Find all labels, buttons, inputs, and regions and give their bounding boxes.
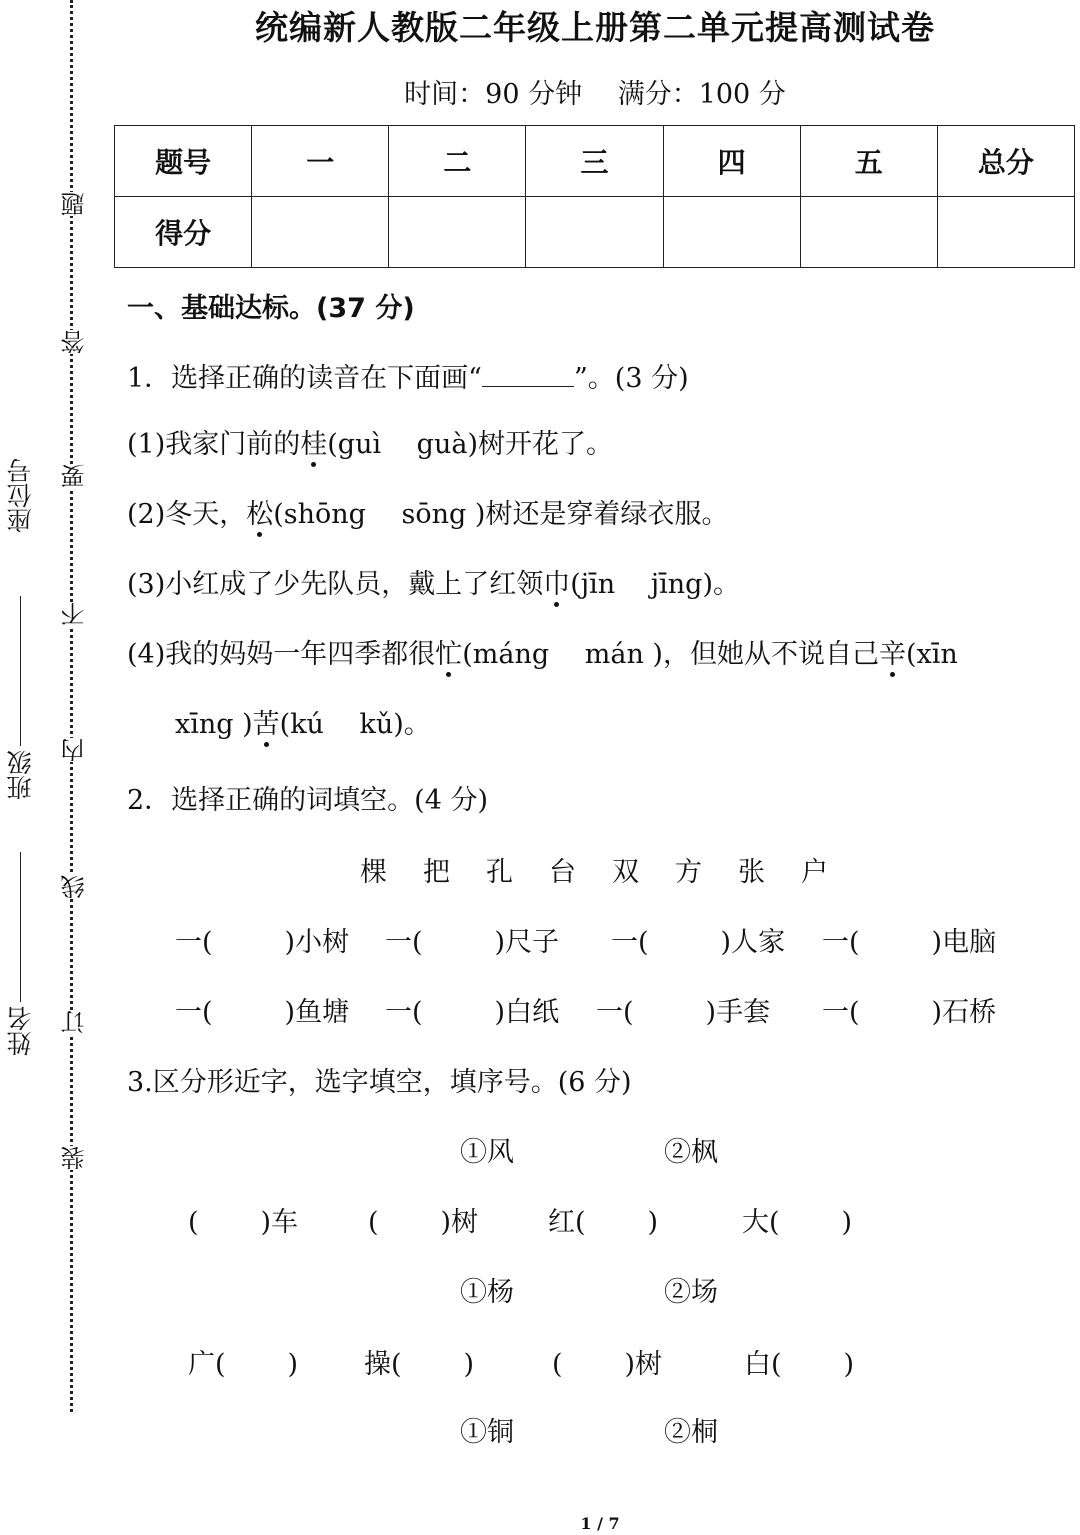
fill-blank-item[interactable]: ( )树 bbox=[552, 1349, 663, 1380]
item-text: (3)小红成了少先队员，戴上了红领 bbox=[127, 569, 544, 600]
word-option: 方 bbox=[675, 857, 702, 888]
class-field bbox=[6, 596, 36, 800]
seal-word: 装 bbox=[61, 1146, 89, 1170]
fill-blank-item[interactable]: 一( )电脑 bbox=[822, 927, 997, 958]
section-title: 一、基础达标。(37 分) bbox=[127, 293, 415, 324]
score-cell[interactable] bbox=[389, 197, 526, 268]
fill-blank-item[interactable]: 一( )鱼塘 bbox=[175, 997, 350, 1028]
pinyin-choices[interactable]: (shōng sōng )树还是穿着绿衣服。 bbox=[273, 499, 729, 530]
score-row-label: 得分 bbox=[115, 197, 252, 268]
pinyin-choices[interactable]: (kú kǔ)。 bbox=[279, 709, 431, 740]
fill-blank-item[interactable]: 白( ) bbox=[744, 1349, 855, 1380]
seal-word: 答 bbox=[61, 330, 89, 354]
score-header-cell: 二 bbox=[389, 126, 526, 197]
word-option: 户 bbox=[801, 857, 828, 888]
fill-blank-item[interactable]: 一( )手套 bbox=[596, 997, 771, 1028]
word-option: 双 bbox=[612, 857, 639, 888]
score-cell[interactable] bbox=[800, 197, 937, 268]
dotted-character: 忙 bbox=[435, 632, 462, 671]
page-title: 统编新人教版二年级上册第二单元提高测试卷 bbox=[255, 8, 935, 47]
score-header-cell: 四 bbox=[663, 126, 800, 197]
fill-blank-item[interactable]: 红( ) bbox=[548, 1207, 659, 1238]
word-option: 台 bbox=[549, 857, 576, 888]
question-3-prompt: 3.区分形近字，选字填空，填序号。(6 分) bbox=[127, 1067, 632, 1098]
seal-word: 内 bbox=[61, 738, 89, 762]
score-cell[interactable] bbox=[252, 197, 389, 268]
page-number: 1 / 7 bbox=[580, 1514, 620, 1533]
class-label: 班级 bbox=[6, 750, 35, 800]
fill-blank-item[interactable]: 一( )白纸 bbox=[385, 997, 560, 1028]
char-option: ②枫 bbox=[664, 1137, 718, 1168]
question-1-item bbox=[127, 492, 728, 531]
name-field bbox=[6, 852, 36, 1056]
question-1-item bbox=[127, 632, 958, 671]
dotted-character: 巾 bbox=[543, 562, 570, 601]
seal-word: 要 bbox=[61, 464, 89, 488]
char-option: ②场 bbox=[664, 1277, 718, 1308]
item-text: (4)我的妈妈一年四季都很 bbox=[127, 639, 436, 670]
char-option: ①铜 bbox=[460, 1417, 514, 1448]
question-1-item bbox=[127, 562, 740, 601]
word-option: 棵 bbox=[360, 857, 387, 888]
word-option: 张 bbox=[738, 857, 765, 888]
question-2-prompt: 2．选择正确的词填空。(4 分) bbox=[127, 785, 489, 816]
pinyin-choices[interactable]: (xīn bbox=[905, 639, 958, 670]
char-option: ①风 bbox=[460, 1137, 514, 1168]
score-header-cell: 一 bbox=[252, 126, 389, 197]
score-header-cell: 题号 bbox=[115, 126, 252, 197]
question-text: 1．选择正确的读音在下面画“ bbox=[127, 363, 482, 394]
seal-word: 订 bbox=[61, 1010, 89, 1034]
seal-word: 线 bbox=[61, 875, 89, 899]
fill-blank-item[interactable]: 一( )人家 bbox=[611, 927, 786, 958]
fill-blank-item[interactable]: 一( )尺子 bbox=[385, 927, 560, 958]
char-option: ①杨 bbox=[460, 1277, 514, 1308]
seal-word: 题 bbox=[61, 192, 89, 216]
name-blank[interactable] bbox=[21, 852, 22, 1002]
char-option: ②桐 bbox=[664, 1417, 718, 1448]
dotted-character: 松 bbox=[246, 492, 273, 531]
question-text: ”。(3 分) bbox=[573, 363, 689, 394]
item-text: (2)冬天， bbox=[127, 499, 247, 530]
score-cell[interactable] bbox=[663, 197, 800, 268]
score-header-cell: 五 bbox=[800, 126, 937, 197]
score-cell[interactable] bbox=[526, 197, 663, 268]
name-label: 姓名 bbox=[6, 1006, 35, 1056]
score-header-cell: 三 bbox=[526, 126, 663, 197]
dotted-character: 苦 bbox=[253, 702, 280, 741]
fill-blank-item[interactable]: 一( )小树 bbox=[175, 927, 350, 958]
score-header-row bbox=[115, 126, 1075, 197]
word-bank bbox=[360, 850, 864, 889]
pinyin-choices[interactable]: (jīn jīng)。 bbox=[570, 569, 740, 600]
score-table bbox=[114, 125, 1075, 268]
fill-blank-item[interactable]: 大( ) bbox=[742, 1207, 853, 1238]
fill-blank-item[interactable]: ( )车 bbox=[188, 1207, 299, 1238]
question-1-prompt bbox=[127, 356, 689, 395]
seat-number-field bbox=[6, 458, 36, 533]
item-text: (1)我家门前的 bbox=[127, 429, 301, 460]
word-option: 把 bbox=[423, 857, 450, 888]
fill-blank-item[interactable]: ( )树 bbox=[368, 1207, 479, 1238]
fill-blank-item[interactable]: 一( )石桥 bbox=[822, 997, 997, 1028]
pinyin-choices[interactable]: xīng ) bbox=[175, 709, 253, 740]
question-1-item bbox=[127, 422, 613, 461]
fill-blank-item[interactable]: 广( ) bbox=[188, 1349, 299, 1380]
pinyin-choices[interactable]: (máng mán )，但她从不说自己 bbox=[462, 639, 879, 670]
seat-number-label: 座位号 bbox=[6, 458, 35, 533]
word-option: 孔 bbox=[486, 857, 513, 888]
dotted-character: 桂 bbox=[300, 422, 327, 461]
class-blank[interactable] bbox=[21, 596, 22, 746]
dotted-character: 辛 bbox=[879, 632, 906, 671]
score-header-cell: 总分 bbox=[937, 126, 1074, 197]
pinyin-choices[interactable]: (guì guà)树开花了。 bbox=[327, 429, 613, 460]
seal-word: 不 bbox=[61, 602, 89, 626]
score-cell[interactable] bbox=[937, 197, 1074, 268]
fill-blank-item[interactable]: 操( ) bbox=[364, 1349, 475, 1380]
underline-sample bbox=[482, 360, 574, 387]
exam-info: 时间：90 分钟 满分：100 分 bbox=[404, 79, 786, 110]
score-row bbox=[115, 197, 1075, 268]
question-1-item-continued bbox=[175, 702, 431, 741]
